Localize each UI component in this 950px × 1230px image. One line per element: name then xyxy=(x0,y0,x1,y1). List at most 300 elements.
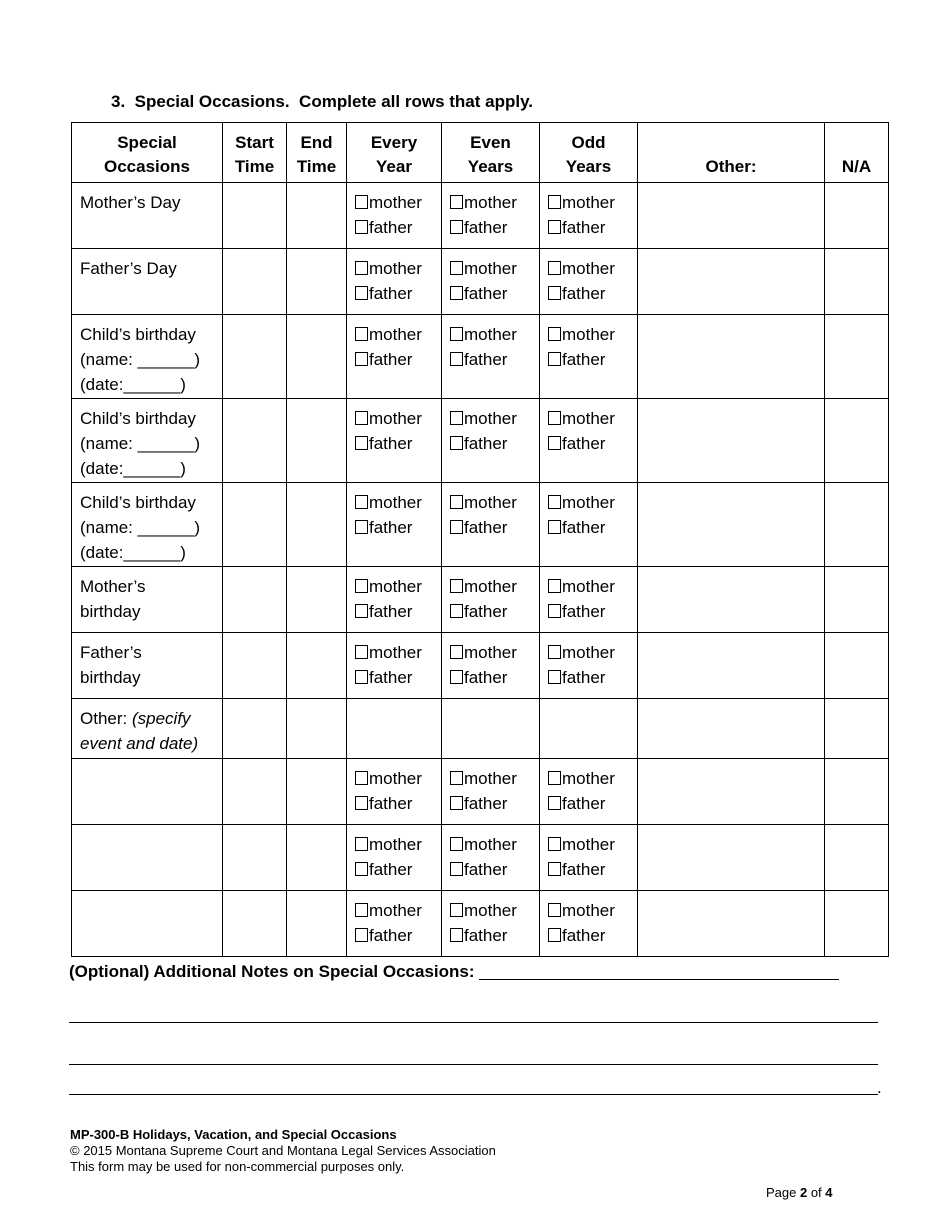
mother-option-label: mother xyxy=(369,901,422,920)
every-year-cell xyxy=(347,825,442,891)
notes-line-3[interactable] xyxy=(69,1064,878,1065)
na-cell[interactable] xyxy=(825,825,889,891)
occasion-name-cell xyxy=(72,759,223,825)
header-special-occasions: Special Occasions xyxy=(72,123,223,183)
na-cell[interactable] xyxy=(825,633,889,699)
checkbox-icon[interactable] xyxy=(548,928,561,942)
father-option-label: father xyxy=(562,602,606,621)
table-row xyxy=(72,825,889,891)
father-option[interactable] xyxy=(355,281,441,306)
table-row xyxy=(72,249,889,315)
mother-option[interactable] xyxy=(548,832,637,857)
father-option[interactable] xyxy=(548,599,637,624)
even-years-cell xyxy=(442,633,540,699)
checkbox-icon[interactable] xyxy=(450,286,463,300)
other-cell[interactable] xyxy=(638,633,825,699)
table-row xyxy=(72,891,889,957)
checkbox-icon[interactable] xyxy=(548,352,561,366)
father-option-label: father xyxy=(369,860,413,879)
checkbox-icon[interactable] xyxy=(355,220,368,234)
checkbox-icon[interactable] xyxy=(450,604,463,618)
checkbox-icon[interactable] xyxy=(450,796,463,810)
other-cell[interactable] xyxy=(638,891,825,957)
checkbox-icon[interactable] xyxy=(355,837,368,851)
checkbox-icon[interactable] xyxy=(355,261,368,275)
mother-option-label: mother xyxy=(464,901,517,920)
notes-line-1[interactable] xyxy=(479,962,839,980)
other-cell[interactable] xyxy=(638,759,825,825)
other-cell[interactable] xyxy=(638,825,825,891)
father-option-label: father xyxy=(369,284,413,303)
na-cell[interactable] xyxy=(825,483,889,567)
mother-option[interactable] xyxy=(548,256,637,281)
checkbox-icon[interactable] xyxy=(450,520,463,534)
mother-option-label: mother xyxy=(464,493,517,512)
checkbox-icon[interactable] xyxy=(548,411,561,425)
section-number: 3. xyxy=(111,92,126,111)
father-option-label: father xyxy=(464,350,508,369)
header-odd-years: Odd Years xyxy=(540,123,638,183)
occasion-label: Child’s birthday (name: ______) (date:______) xyxy=(80,409,201,478)
father-option[interactable] xyxy=(355,923,441,948)
every-year-cell xyxy=(347,699,442,759)
checkbox-icon[interactable] xyxy=(355,670,368,684)
mother-option[interactable] xyxy=(548,574,637,599)
every-year-cell xyxy=(347,249,442,315)
start-time-cell[interactable] xyxy=(223,399,287,483)
checkbox-icon[interactable] xyxy=(548,195,561,209)
end-time-cell[interactable] xyxy=(287,249,347,315)
father-option[interactable] xyxy=(548,215,637,240)
notes-line-2[interactable] xyxy=(69,1022,878,1023)
checkbox-icon[interactable] xyxy=(450,327,463,341)
mother-option-label: mother xyxy=(464,325,517,344)
na-cell[interactable] xyxy=(825,567,889,633)
header-start-time: Start Time xyxy=(223,123,287,183)
footer-form-title: MP-300-B Holidays, Vacation, and Special Occasions xyxy=(70,1127,397,1142)
mother-option[interactable] xyxy=(355,898,441,923)
footer-usage: This form may be used for non-commercial purposes only. xyxy=(70,1159,405,1174)
checkbox-icon[interactable] xyxy=(548,436,561,450)
odd-years-cell xyxy=(540,483,638,567)
occasion-name-cell xyxy=(72,399,223,483)
father-option[interactable] xyxy=(548,347,637,372)
occasion-name-cell xyxy=(72,699,223,759)
father-option-label: father xyxy=(464,926,508,945)
start-time-cell[interactable] xyxy=(223,825,287,891)
mother-option-label: mother xyxy=(464,259,517,278)
special-occasions-table xyxy=(71,122,889,957)
mother-option-label: mother xyxy=(369,193,422,212)
end-time-cell[interactable] xyxy=(287,399,347,483)
father-option[interactable] xyxy=(355,215,441,240)
father-option-label: father xyxy=(369,218,413,237)
start-time-cell[interactable] xyxy=(223,249,287,315)
father-option-label: father xyxy=(369,926,413,945)
odd-years-cell xyxy=(540,399,638,483)
checkbox-icon[interactable] xyxy=(450,495,463,509)
mother-option-label: mother xyxy=(369,409,422,428)
end-time-cell[interactable] xyxy=(287,567,347,633)
occasion-name-cell xyxy=(72,483,223,567)
father-option[interactable] xyxy=(548,857,637,882)
checkbox-icon[interactable] xyxy=(450,837,463,851)
occasion-name-cell xyxy=(72,315,223,399)
father-option[interactable] xyxy=(355,665,441,690)
end-time-cell[interactable] xyxy=(287,183,347,249)
other-cell[interactable] xyxy=(638,567,825,633)
father-option[interactable] xyxy=(450,215,539,240)
section-title: Special Occasions. Complete all rows that apply. xyxy=(134,92,534,111)
occasion-label: Mother’s Day xyxy=(80,193,181,212)
mother-option[interactable] xyxy=(355,832,441,857)
occasion-name-cell xyxy=(72,633,223,699)
checkbox-icon[interactable] xyxy=(355,495,368,509)
even-years-cell xyxy=(442,399,540,483)
checkbox-icon[interactable] xyxy=(355,604,368,618)
checkbox-icon[interactable] xyxy=(548,495,561,509)
father-option-label: father xyxy=(562,518,606,537)
father-option-label: father xyxy=(369,668,413,687)
notes-line-4[interactable] xyxy=(69,1094,878,1095)
checkbox-icon[interactable] xyxy=(355,436,368,450)
mother-option-label: mother xyxy=(562,643,615,662)
occasion-name-cell xyxy=(72,249,223,315)
father-option[interactable] xyxy=(548,665,637,690)
footer-copyright: © 2015 Montana Supreme Court and Montana Legal Services Association xyxy=(70,1143,496,1158)
father-option-label: father xyxy=(562,284,606,303)
father-option[interactable] xyxy=(450,923,539,948)
checkbox-icon[interactable] xyxy=(355,520,368,534)
checkbox-icon[interactable] xyxy=(548,837,561,851)
father-option[interactable] xyxy=(450,281,539,306)
mother-option[interactable] xyxy=(355,256,441,281)
every-year-cell xyxy=(347,483,442,567)
mother-option-label: mother xyxy=(562,259,615,278)
checkbox-icon[interactable] xyxy=(355,771,368,785)
start-time-cell[interactable] xyxy=(223,483,287,567)
checkbox-icon[interactable] xyxy=(355,286,368,300)
mother-option-label: mother xyxy=(464,577,517,596)
checkbox-icon[interactable] xyxy=(450,436,463,450)
mother-option[interactable] xyxy=(355,406,441,431)
mother-option[interactable] xyxy=(355,574,441,599)
mother-option[interactable] xyxy=(450,406,539,431)
father-option-label: father xyxy=(562,926,606,945)
father-option[interactable] xyxy=(450,347,539,372)
mother-option[interactable] xyxy=(548,766,637,791)
mother-option[interactable] xyxy=(355,766,441,791)
checkbox-icon[interactable] xyxy=(355,928,368,942)
end-time-cell[interactable] xyxy=(287,633,347,699)
father-option[interactable] xyxy=(450,431,539,456)
father-option-label: father xyxy=(369,602,413,621)
checkbox-icon[interactable] xyxy=(548,286,561,300)
checkbox-icon[interactable] xyxy=(548,645,561,659)
checkbox-icon[interactable] xyxy=(450,195,463,209)
father-option[interactable] xyxy=(548,923,637,948)
header-other: Other: xyxy=(638,123,825,183)
checkbox-icon[interactable] xyxy=(450,645,463,659)
table-body xyxy=(72,183,889,957)
mother-option-label: mother xyxy=(562,409,615,428)
header-na: N/A xyxy=(825,123,889,183)
odd-years-cell xyxy=(540,825,638,891)
checkbox-icon[interactable] xyxy=(450,579,463,593)
mother-option[interactable] xyxy=(548,490,637,515)
even-years-cell xyxy=(442,891,540,957)
father-option[interactable] xyxy=(355,599,441,624)
occasion-label: Father’s Day xyxy=(80,259,177,278)
mother-option-label: mother xyxy=(464,409,517,428)
occasion-label: Other: xyxy=(80,709,132,728)
father-option-label: father xyxy=(369,518,413,537)
start-time-cell[interactable] xyxy=(223,759,287,825)
end-time-cell[interactable] xyxy=(287,483,347,567)
checkbox-icon[interactable] xyxy=(450,411,463,425)
checkbox-icon[interactable] xyxy=(355,579,368,593)
every-year-cell xyxy=(347,759,442,825)
mother-option-label: mother xyxy=(464,643,517,662)
even-years-cell xyxy=(442,699,540,759)
father-option-label: father xyxy=(562,218,606,237)
father-option[interactable] xyxy=(355,515,441,540)
header-even-years: Even Years xyxy=(442,123,540,183)
mother-option-label: mother xyxy=(562,901,615,920)
father-option-label: father xyxy=(562,434,606,453)
checkbox-icon[interactable] xyxy=(355,903,368,917)
checkbox-icon[interactable] xyxy=(355,862,368,876)
odd-years-cell xyxy=(540,183,638,249)
checkbox-icon[interactable] xyxy=(450,862,463,876)
father-option-label: father xyxy=(464,602,508,621)
table-row xyxy=(72,183,889,249)
odd-years-cell xyxy=(540,699,638,759)
even-years-cell xyxy=(442,567,540,633)
checkbox-icon[interactable] xyxy=(450,670,463,684)
mother-option[interactable] xyxy=(450,256,539,281)
checkbox-icon[interactable] xyxy=(450,903,463,917)
checkbox-icon[interactable] xyxy=(355,327,368,341)
notes-end-period: . xyxy=(877,1078,882,1097)
table-row xyxy=(72,699,889,759)
father-option-label: father xyxy=(369,434,413,453)
checkbox-icon[interactable] xyxy=(548,670,561,684)
checkbox-icon[interactable] xyxy=(450,928,463,942)
additional-notes-label: (Optional) Additional Notes on Special Occasions: xyxy=(69,962,839,982)
father-option[interactable] xyxy=(450,857,539,882)
na-cell[interactable] xyxy=(825,891,889,957)
mother-option-label: mother xyxy=(369,835,422,854)
na-cell[interactable] xyxy=(825,759,889,825)
checkbox-icon[interactable] xyxy=(355,796,368,810)
page-number: Page 2 of 4 xyxy=(766,1185,833,1200)
odd-years-cell xyxy=(540,891,638,957)
mother-option[interactable] xyxy=(355,640,441,665)
checkbox-icon[interactable] xyxy=(450,261,463,275)
other-cell[interactable] xyxy=(638,483,825,567)
start-time-cell[interactable] xyxy=(223,315,287,399)
occasion-name-cell xyxy=(72,891,223,957)
na-cell[interactable] xyxy=(825,399,889,483)
mother-option[interactable] xyxy=(548,322,637,347)
mother-option[interactable] xyxy=(548,898,637,923)
end-time-cell[interactable] xyxy=(287,825,347,891)
header-end-time: End Time xyxy=(287,123,347,183)
checkbox-icon[interactable] xyxy=(548,903,561,917)
mother-option-label: mother xyxy=(562,835,615,854)
occasion-name-cell xyxy=(72,183,223,249)
mother-option-label: mother xyxy=(562,577,615,596)
every-year-cell xyxy=(347,633,442,699)
mother-option[interactable] xyxy=(450,766,539,791)
end-time-cell[interactable] xyxy=(287,759,347,825)
other-cell[interactable] xyxy=(638,699,825,759)
checkbox-icon[interactable] xyxy=(548,520,561,534)
mother-option-label: mother xyxy=(369,325,422,344)
footer xyxy=(70,1127,496,1175)
father-option[interactable] xyxy=(548,431,637,456)
end-time-cell[interactable] xyxy=(287,699,347,759)
mother-option-label: mother xyxy=(369,643,422,662)
occasion-label: Child’s birthday (name: ______) (date:______) xyxy=(80,493,201,562)
father-option[interactable] xyxy=(450,665,539,690)
odd-years-cell xyxy=(540,249,638,315)
even-years-cell xyxy=(442,315,540,399)
header-every-year: Every Year xyxy=(347,123,442,183)
other-cell[interactable] xyxy=(638,249,825,315)
even-years-cell xyxy=(442,759,540,825)
father-option[interactable] xyxy=(355,347,441,372)
father-option[interactable] xyxy=(450,515,539,540)
checkbox-icon[interactable] xyxy=(548,604,561,618)
section-heading xyxy=(111,92,533,112)
table-row xyxy=(72,483,889,567)
mother-option[interactable] xyxy=(548,190,637,215)
mother-option-label: mother xyxy=(562,769,615,788)
even-years-cell xyxy=(442,825,540,891)
checkbox-icon[interactable] xyxy=(355,195,368,209)
even-years-cell xyxy=(442,183,540,249)
checkbox-icon[interactable] xyxy=(548,579,561,593)
mother-option[interactable] xyxy=(355,190,441,215)
mother-option[interactable] xyxy=(450,190,539,215)
table-row xyxy=(72,567,889,633)
father-option-label: father xyxy=(464,860,508,879)
start-time-cell[interactable] xyxy=(223,891,287,957)
checkbox-icon[interactable] xyxy=(450,220,463,234)
checkbox-icon[interactable] xyxy=(548,261,561,275)
mother-option-label: mother xyxy=(369,493,422,512)
checkbox-icon[interactable] xyxy=(355,645,368,659)
mother-option-label: mother xyxy=(464,193,517,212)
checkbox-icon[interactable] xyxy=(450,352,463,366)
start-time-cell[interactable] xyxy=(223,567,287,633)
father-option-label: father xyxy=(369,350,413,369)
mother-option-label: mother xyxy=(562,193,615,212)
mother-option[interactable] xyxy=(548,640,637,665)
mother-option[interactable] xyxy=(450,574,539,599)
mother-option[interactable] xyxy=(450,322,539,347)
mother-option[interactable] xyxy=(548,406,637,431)
other-cell[interactable] xyxy=(638,315,825,399)
father-option-label: father xyxy=(464,518,508,537)
table-row xyxy=(72,315,889,399)
mother-option[interactable] xyxy=(450,898,539,923)
occasion-name-cell xyxy=(72,825,223,891)
father-option-label: father xyxy=(562,860,606,879)
even-years-cell xyxy=(442,249,540,315)
father-option-label: father xyxy=(464,284,508,303)
start-time-cell[interactable] xyxy=(223,699,287,759)
other-cell[interactable] xyxy=(638,183,825,249)
mother-option[interactable] xyxy=(355,322,441,347)
mother-option-label: mother xyxy=(464,835,517,854)
na-cell[interactable] xyxy=(825,699,889,759)
na-cell[interactable] xyxy=(825,183,889,249)
odd-years-cell xyxy=(540,315,638,399)
mother-option[interactable] xyxy=(450,832,539,857)
father-option[interactable] xyxy=(548,515,637,540)
checkbox-icon[interactable] xyxy=(450,771,463,785)
father-option[interactable] xyxy=(355,857,441,882)
end-time-cell[interactable] xyxy=(287,891,347,957)
father-option[interactable] xyxy=(548,791,637,816)
occasion-label-italic: (specify event and date) xyxy=(80,709,199,753)
father-option[interactable] xyxy=(450,599,539,624)
father-option-label: father xyxy=(464,668,508,687)
father-option-label: father xyxy=(464,218,508,237)
checkbox-icon[interactable] xyxy=(548,862,561,876)
every-year-cell xyxy=(347,399,442,483)
na-cell[interactable] xyxy=(825,315,889,399)
table-header-row xyxy=(72,123,889,183)
checkbox-icon[interactable] xyxy=(548,796,561,810)
every-year-cell xyxy=(347,891,442,957)
father-option[interactable] xyxy=(355,431,441,456)
checkbox-icon[interactable] xyxy=(548,771,561,785)
table-row xyxy=(72,633,889,699)
other-cell[interactable] xyxy=(638,399,825,483)
mother-option[interactable] xyxy=(450,490,539,515)
father-option[interactable] xyxy=(355,791,441,816)
even-years-cell xyxy=(442,483,540,567)
father-option[interactable] xyxy=(548,281,637,306)
mother-option-label: mother xyxy=(562,493,615,512)
checkbox-icon[interactable] xyxy=(355,411,368,425)
mother-option-label: mother xyxy=(464,769,517,788)
mother-option[interactable] xyxy=(355,490,441,515)
every-year-cell xyxy=(347,567,442,633)
father-option[interactable] xyxy=(450,791,539,816)
checkbox-icon[interactable] xyxy=(355,352,368,366)
checkbox-icon[interactable] xyxy=(548,220,561,234)
every-year-cell xyxy=(347,315,442,399)
father-option-label: father xyxy=(562,668,606,687)
start-time-cell[interactable] xyxy=(223,633,287,699)
odd-years-cell xyxy=(540,633,638,699)
occasion-label: Father’s birthday xyxy=(80,643,142,687)
mother-option[interactable] xyxy=(450,640,539,665)
start-time-cell[interactable] xyxy=(223,183,287,249)
father-option-label: father xyxy=(562,794,606,813)
checkbox-icon[interactable] xyxy=(548,327,561,341)
end-time-cell[interactable] xyxy=(287,315,347,399)
odd-years-cell xyxy=(540,567,638,633)
table-row xyxy=(72,759,889,825)
na-cell[interactable] xyxy=(825,249,889,315)
mother-option-label: mother xyxy=(369,769,422,788)
